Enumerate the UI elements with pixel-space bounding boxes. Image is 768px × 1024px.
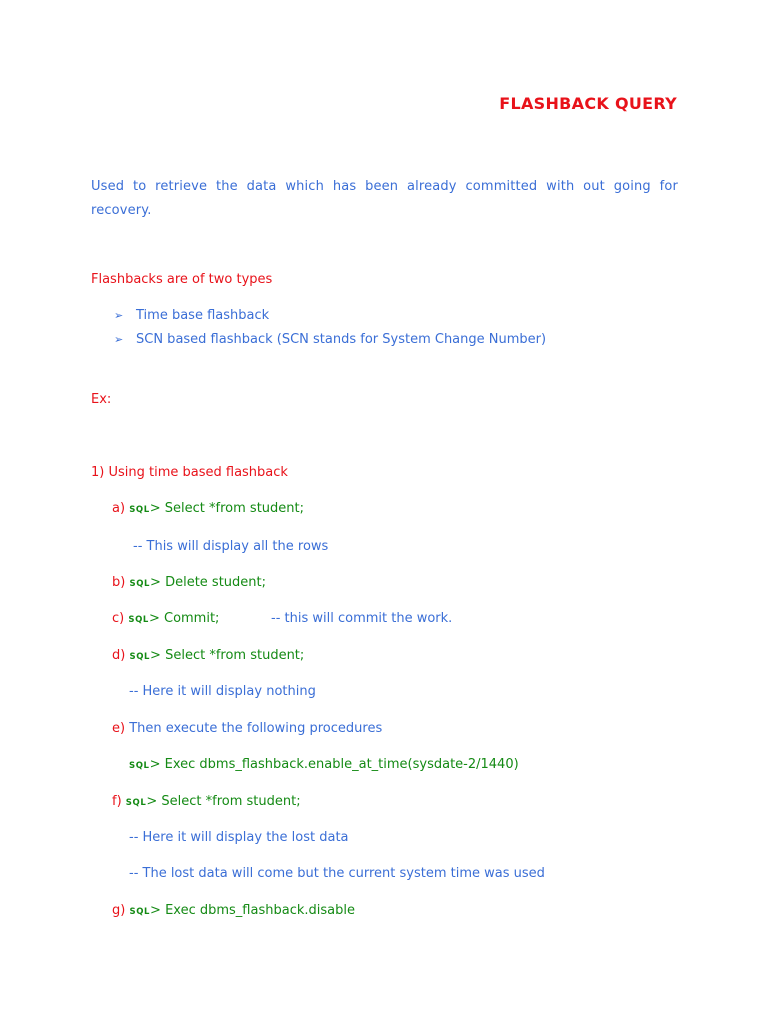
bullet-arrow-icon: ➢ [114,309,124,322]
comment-line: -- The lost data will come but the current system time was used [129,866,545,881]
step-letter: a) [112,501,126,516]
sql-command-line [129,757,519,774]
page-title: FLASHBACK QUERY [499,94,677,113]
sql-command: Commit; [159,611,220,626]
sql-prompt: SQL> [129,903,161,918]
step-letter: g) [112,903,126,918]
list-item: Time base flashback [136,308,270,323]
step-b [112,575,266,592]
intro-paragraph: Used to retrieve the data which has been already committed with out going for recovery. [91,179,678,218]
list-item: SCN based flashback (SCN stands for System Change Number) [136,332,547,347]
step-c [112,611,219,628]
sql-command: Delete student; [160,575,267,590]
sql-command: Select *from student; [160,648,305,663]
step-letter: c) [112,611,125,626]
step-a [112,501,304,518]
sql-prompt: SQL> [129,757,161,772]
comment-line: -- This will display all the rows [133,539,329,554]
sql-prompt: SQL> [128,611,160,626]
step-f [112,794,301,811]
sql-command: Exec dbms_flashback.enable_at_time(sysdate-2/1440) [160,757,519,772]
section-heading: 1) Using time based flashback [91,465,288,480]
sql-prompt: SQL> [129,648,161,663]
comment-line: -- this will commit the work. [271,611,453,626]
step-d [112,648,304,665]
sql-prompt: SQL> [129,501,161,516]
sql-command: Select *from student; [157,794,301,809]
sql-prompt: SQL> [129,575,161,590]
step-g [112,903,355,920]
bullet-arrow-icon: ➢ [114,333,124,346]
step-letter: b) [112,575,126,590]
step-letter: e) [112,721,126,736]
types-heading: Flashbacks are of two types [91,272,273,287]
step-letter: f) [112,794,122,809]
comment-line: -- Here it will display the lost data [129,830,349,845]
step-text: Then execute the following procedures [129,721,383,736]
sql-prompt: SQL> [125,794,158,809]
step-e [112,721,382,737]
step-letter: d) [112,648,126,663]
sql-command: Exec dbms_flashback.disable [160,903,355,918]
comment-line: -- Here it will display nothing [129,684,316,699]
sql-command: Select *from student; [160,501,305,516]
example-label: Ex: [91,392,112,407]
